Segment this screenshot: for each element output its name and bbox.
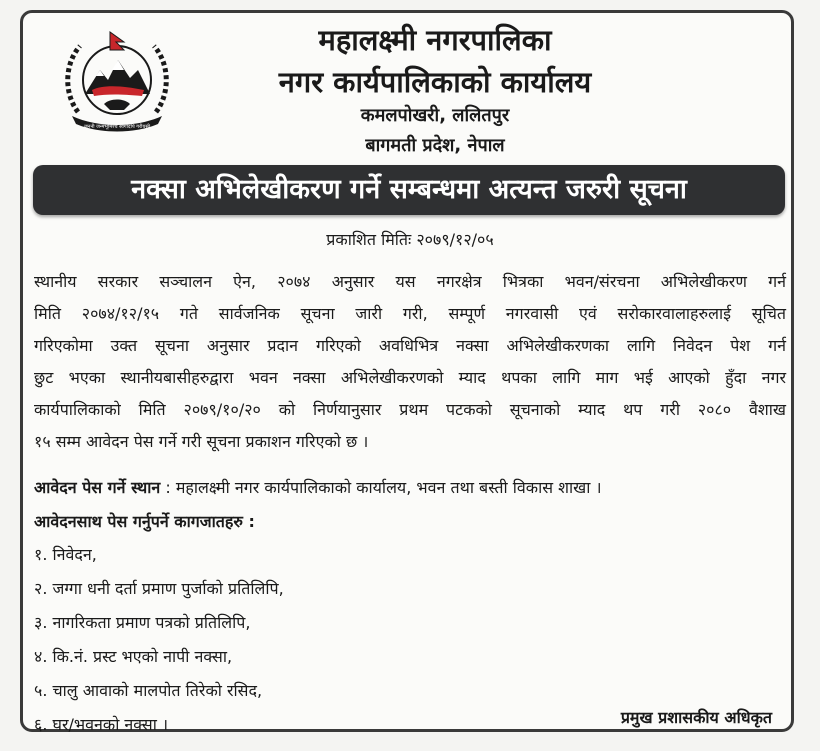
published-date: प्रकाशित मितिः २०७९/१२/०५	[326, 230, 494, 249]
application-place	[34, 476, 786, 498]
list-item: ५. चालु आवाको मालपोत तिरेको रसिद,	[34, 681, 263, 700]
municipality-name: महालक्ष्मी नगरपालिका	[318, 23, 552, 57]
application-place-label: आवेदन पेस गर्ने स्थान	[34, 478, 161, 497]
list-item: ६. घर/भवनको नक्सा ।	[34, 715, 169, 734]
documents-heading: आवेदनसाथ पेस गर्नुपर्ने कागजातहरु :	[34, 512, 255, 531]
body-line-5: कार्यपालिकाको मिति २०७९/१०/२० को निर्णयानुसार प्रथम पटकको सूचनाको म्याद थप गरी २०८० वैशाख	[34, 400, 786, 419]
list-item: १. निवेदन,	[34, 545, 97, 564]
notice-title-banner: नक्सा अभिलेखीकरण गर्ने सम्बन्धमा अत्यन्त जरुरी सूचना	[33, 165, 785, 215]
signatory-title: प्रमुख प्रशासकीय अधिकृत	[620, 708, 772, 727]
body-line-4: छुट भएका स्थानीयबासीहरुद्वारा भवन नक्सा अभिलेखीकरणको म्याद थपका लागि माग भई आएको हुँदा नगर	[34, 368, 786, 387]
body-line-3: गरिएकोमा उक्त सूचना अनुसार प्रदान गरिएको अवधिभित्र नक्सा अभिलेखीकरणका लागि निवेदन पेश गर्न	[34, 336, 786, 355]
office-name: नगर कार्यपालिकाको कार्यालय	[278, 65, 592, 99]
list-item: ४. कि.नं. प्रस्ट भएको नापी नक्सा,	[34, 647, 233, 666]
office-address: कमलपोखरी, ललितपुर	[360, 105, 510, 126]
body-line-6: १५ सम्म आवेदन पेस गर्ने गरी सूचना प्रकाशन गरिएको छ ।	[34, 432, 369, 451]
emblem-motto: जननी जन्मभूमिश्च स्वर्गादपि गरीयसी	[83, 124, 151, 130]
province-country: बागमती प्रदेश, नेपाल	[365, 135, 505, 156]
body-line-2: मिति २०७४/१२/१५ गते सार्वजनिक सूचना जारी गरी, सम्पूर्ण नगरवासी एवं सरोकारवालाहरुलाई सूचित	[34, 304, 786, 323]
application-place-value: : महालक्ष्मी नगर कार्यपालिकाको कार्यालय, भवन तथा बस्ती विकास शाखा ।	[160, 478, 602, 497]
list-item: ३. नागरिकता प्रमाण पत्रको प्रतिलिपि,	[34, 613, 251, 632]
body-line-1: स्थानीय सरकार सञ्चालन ऐन, २०७४ अनुसार यस नगरक्षेत्र भित्रका भवन/संरचना अभिलेखीकरण गर्न	[34, 272, 786, 291]
documents-list	[34, 540, 284, 744]
list-item: २. जग्गा धनी दर्ता प्रमाण पुर्जाको प्रतिलिपि,	[34, 579, 284, 598]
